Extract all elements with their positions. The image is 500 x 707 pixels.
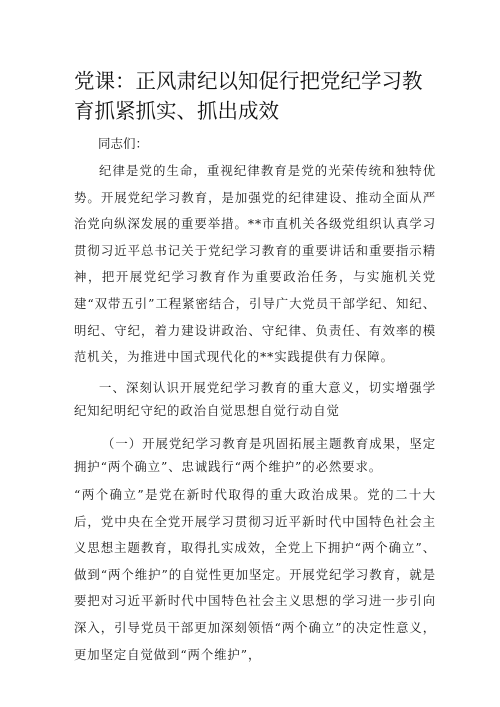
salutation: 同志们： xyxy=(98,136,149,151)
document-title: 党课：正风肃纪以知促行把党纪学习教育抓紧抓实、抓出成效 xyxy=(74,69,423,123)
subsection-heading-1: （一）开展党纪学习教育是巩固拓展主题教育成果，坚定拥护“两个确立”、忠诚践行“两个维护”的必然要求。 xyxy=(74,436,436,474)
section-heading-1: 一、深刻认识开展党纪学习教育的重大意义，切实增强学纪知纪明纪守纪的政治自觉思想自觉行动自觉 xyxy=(74,380,436,418)
intro-paragraph: 纪律是党的生命，重视纪律教育是党的光荣传统和独特优势。开展党纪学习教育，是加强党的纪律建设、推动全面从严治党向纵深发展的重要举措。**市直机关各级党组织认真学习贯彻习近平总书记关于党纪学习教育的重要讲话和重要指示精神，把开展党纪学习教育作为重要政治任务，与实施机关党建“双带五引”工程紧密结合，引导广大党员干部学纪、知纪、明纪、守纪，着力建设讲政治、守纪律、负责任、有效率的模范机关，为推进中国式现代化的**实践提供有力保障。 xyxy=(74,163,436,365)
body-paragraph: “两个确立”是党在新时代取得的重大政治成果。党的二十大后，党中央在全党开展学习贯彻习近平新时代中国特色社会主义思想主题教育，取得扎实成效，全党上下拥护“两个确立”、做到“两个维护”的自觉性更加坚定。开展党纪学习教育，就是要把对习近平新时代中国特色社会主义思想的学习进一步引向深入，引导党员干部更加深刻领悟“两个确立”的决定性意义，更加坚定自觉做到“两个维护”， xyxy=(74,487,436,662)
